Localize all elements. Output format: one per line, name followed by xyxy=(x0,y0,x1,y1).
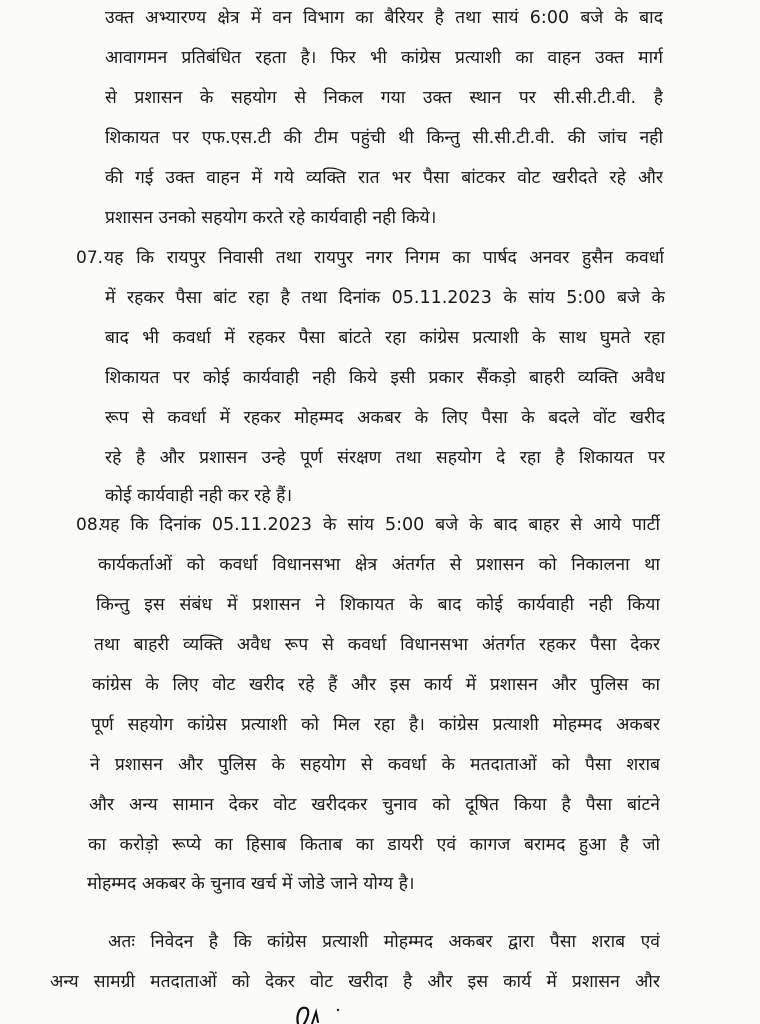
text-line: उक्त अभ्यारण्य क्षेत्र में वन विभाग का बैरियर है तथा सायं 6:00 बजे के बाद xyxy=(105,8,663,28)
text-line: अतः निवेदन है कि कांग्रेस प्रत्याशी मोहम्मद अकबर द्वारा पैसा शराब एवं xyxy=(108,932,660,952)
text-line: यह कि रायपुर निवासी तथा रायपुर नगर निगम का पार्षद अनवर हुसैन कवर्धा xyxy=(104,248,664,268)
text-line: शिकायत पर कोई कार्यवाही नही किये इसी प्रकार सैंकड़ो बाहरी व्यक्ति अवैध xyxy=(105,368,665,388)
text-line: अन्य सामग्री मतदाताओं को देकर वोट खरीदा है और इस कार्य में प्रशासन और xyxy=(50,972,660,992)
text-line: में रहकर पैसा बांट रहा है तथा दिनांक 05.11.2023 के सांय 5:00 बजे के xyxy=(105,288,665,308)
text-line: बाद भी कवर्धा में रहकर पैसा बांटते रहा कांग्रेस प्रत्याशी के साथ घुमते रहा xyxy=(105,328,665,348)
signature-icon xyxy=(290,1000,380,1024)
text-line: शिकायत पर एफ.एस.टी की टीम पहुंची थी किन्तु सी.सी.टी.वी. की जांच नही xyxy=(105,128,663,148)
text-line: की गई उक्त वाहन में गये व्यक्ति रात भर पैसा बांटकर वोट खरीदते रहे और xyxy=(105,168,663,188)
text-line: प्रशासन उनको सहयोग करते रहे कार्यवाही नही किये। xyxy=(105,208,437,228)
text-line: रहे है और प्रशासन उन्हे पूर्ण संरक्षण तथा सहयोग दे रहा है शिकायत पर xyxy=(105,448,665,468)
text-line: का करोड़ो रूप्ये का हिसाब किताब का डायरी एवं कागज बरामद हुआ है जो xyxy=(88,835,660,855)
text-line: और अन्य सामान देकर वोट खरीदकर चुनाव को दूषित किया है पैसा बांटने xyxy=(89,795,660,815)
text-line: मोहम्मद अकबर के चुनाव खर्च में जोडे जाने योग्य है। xyxy=(87,874,415,894)
item-number: 07. xyxy=(76,248,104,268)
text-line: रूप से कवर्धा में रहकर मोहम्मद अकबर के लिए पैसा के बदले वोंट खरीद xyxy=(105,408,665,428)
text-line: यह कि दिनांक 05.11.2023 के सांय 5:00 बजे के बाद बाहर से आये पार्टी xyxy=(100,515,660,535)
text-line: कार्यकर्ताओं को कवर्धा विधानसभा क्षेत्र अंतर्गत से प्रशासन को निकालना था xyxy=(98,555,660,575)
text-line: कांग्रेस के लिए वोट खरीद रहे हैं और इस कार्य में प्रशासन और पुलिस का xyxy=(92,675,660,695)
text-line: किन्तु इस संबंध में प्रशासन ने शिकायत के बाद कोई कार्यवाही नही किया xyxy=(96,595,660,615)
text-line: कोई कार्यवाही नही कर रहे हैं। xyxy=(105,486,293,506)
item-number: 08. xyxy=(76,515,104,535)
text-line: आवागमन प्रतिबंधित रहता है। फिर भी कांग्रेस प्रत्याशी का वाहन उक्त मार्ग xyxy=(105,48,663,68)
text-line: पूर्ण सहयोग कांग्रेस प्रत्याशी को मिल रहा है। कांग्रेस प्रत्याशी मोहम्मद अकबर xyxy=(91,715,660,735)
text-line: तथा बाहरी व्यक्ति अवैध रूप से कवर्धा विधानसभा अंतर्गत रहकर पैसा देकर xyxy=(94,635,660,655)
text-line: से प्रशासन के सहयोग से निकल गया उक्त स्थान पर सी.सी.टी.वी. है xyxy=(105,88,663,108)
text-line: ने प्रशासन और पुलिस के सहयोग से कवर्धा के मतदाताओं को पैसा शराब xyxy=(90,755,660,775)
